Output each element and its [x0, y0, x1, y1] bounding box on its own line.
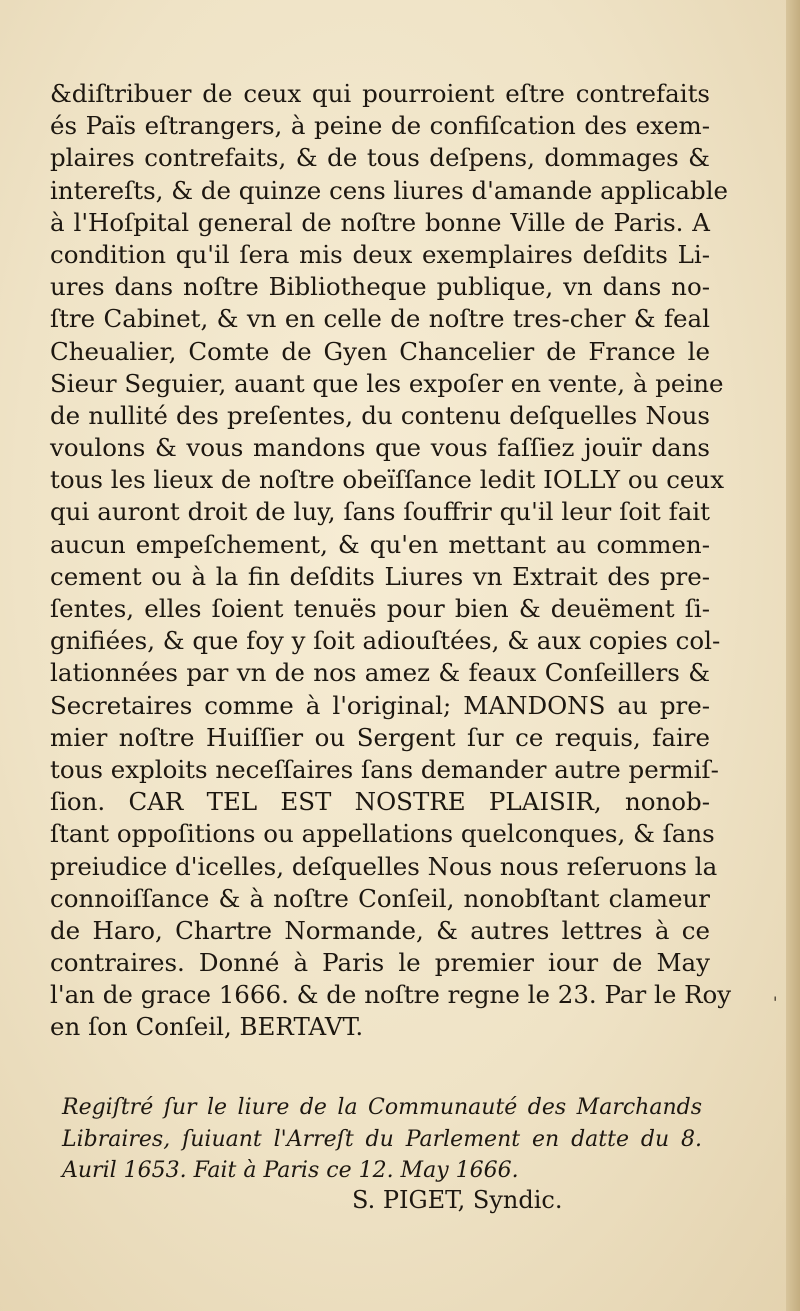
- text-line: contraires. Donné à Paris le premier iour de May: [50, 948, 710, 978]
- text-line: preiudice d'icelles, deſquelles Nous nous reſeruons la: [50, 851, 718, 881]
- text-line: Secretaires comme à l'original; MANDONS au pre-: [50, 690, 710, 720]
- text-line: tous exploits neceſſaires ſans demander autre permiſ-: [50, 754, 719, 784]
- text-line: lationnées par vn de nos amez & feaux Conſeillers &: [50, 658, 710, 688]
- text-line: qui auront droit de luy, ſans ſouffrir qu'il leur ſoit fait: [50, 497, 710, 527]
- registration-line: Regiſtré ſur le liure de la Communauté des Marchands: [62, 1095, 702, 1120]
- text-line: Cheualier, Comte de Gyen Chancelier de France le: [50, 336, 710, 366]
- registration-note: [62, 1092, 702, 1187]
- text-line: à l'Hoſpital general de noſtre bonne Ville de Paris. A: [50, 207, 710, 237]
- text-line: cement ou à la fin deſdits Liures vn Extrait des pre-: [50, 561, 710, 591]
- text-line: voulons & vous mandons que vous faſſiez jouïr dans: [50, 433, 710, 463]
- text-line: ſentes, elles ſoient tenuës pour bien & deuëment ſi-: [50, 594, 710, 623]
- text-line: Sieur Seguier, auant que les expoſer en vente, à peine: [50, 368, 724, 398]
- text-line: de Haro, Chartre Normande, & autres lettres à ce: [50, 915, 710, 945]
- text-line: ſtant oppoſitions ou appellations quelconques, & ſans: [50, 819, 715, 849]
- registration-line: Libraires, ſuiuant l'Arreſt du Parlement en datte du 8.: [62, 1126, 702, 1152]
- page-gutter: [786, 0, 800, 1311]
- text-line: en ſon Conſeil, BERTAVT.: [50, 1012, 364, 1042]
- privilege-text: [50, 78, 732, 1044]
- text-line: gnifiées, & que foy y ſoit adiouſtées, & aux copies col-: [50, 626, 721, 656]
- text-line: mier noſtre Huiſſier ou Sergent ſur ce requis, faire: [50, 722, 710, 752]
- text-line: intereſts, & de quinze cens liures d'amande applicable: [50, 175, 729, 205]
- text-line: tous les lieux de noſtre obeïſſance ledit IOLLY ou ceux: [50, 465, 725, 495]
- syndic-signature: S. PIGET, Syndic.: [352, 1186, 563, 1214]
- text-line: plaires contrefaits, & de tous deſpens, dommages &: [50, 143, 710, 173]
- text-line: de nullité des preſentes, du contenu deſquelles Nous: [50, 400, 710, 430]
- text-line: condition qu'il ſera mis deux exemplaires deſdits Li-: [50, 239, 710, 269]
- text-line: ures dans noſtre Bibliotheque publique, vn dans no-: [50, 272, 710, 302]
- text-line: &diſtribuer de ceux qui pourroient eſtre contrefaits: [50, 79, 710, 108]
- registration-line: Auril 1653. Fait à Paris ce 12. May 1666.: [62, 1158, 519, 1183]
- text-line: l'an de grace 1666. & de noſtre regne le 23. Par le Roy: [50, 980, 732, 1010]
- text-line: ſtre Cabinet, & vn en celle de noſtre tres-cher & feal: [50, 304, 710, 334]
- text-line: connoiſſance & à noſtre Conſeil, nonobſtant clameur: [50, 883, 710, 913]
- text-line: és Païs eſtrangers, à peine de confiſcation des exem-: [50, 111, 710, 141]
- text-line: ſion. CAR TEL EST NOSTRE PLAISIR, nonob-: [50, 787, 710, 817]
- text-line: aucun empeſchement, & qu'en mettant au commen-: [50, 529, 710, 559]
- margin-mark: ': [773, 993, 778, 1012]
